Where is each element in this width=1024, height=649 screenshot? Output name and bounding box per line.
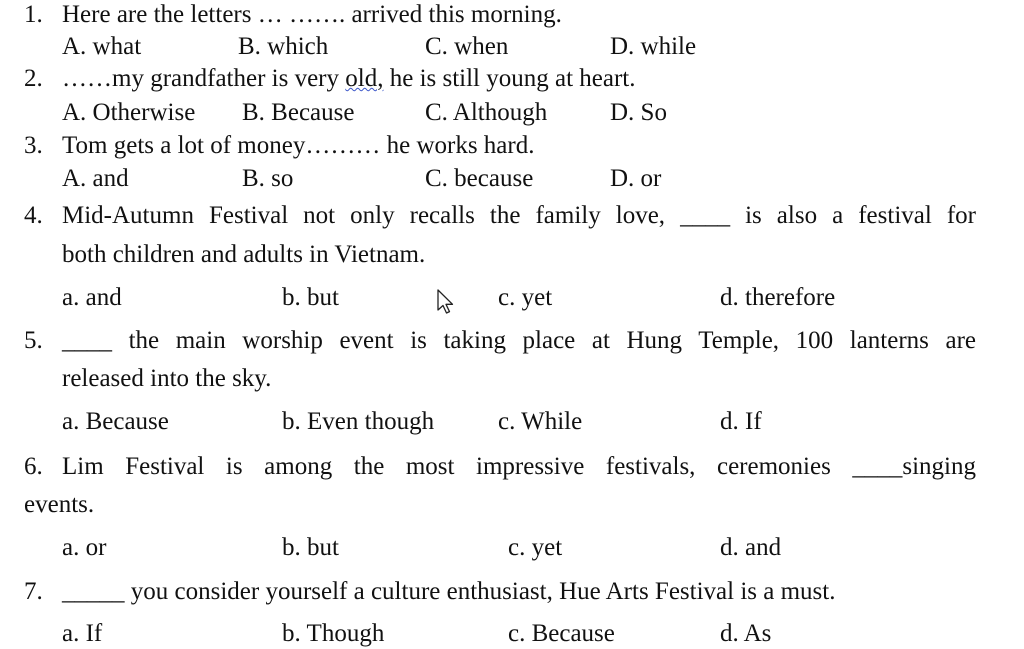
option-c[interactable]: c. yet [508,534,563,561]
option-a[interactable]: a. and [62,284,122,311]
stem-part: he is still young at heart. [383,65,636,92]
mouse-pointer-icon [436,289,456,315]
option-a[interactable]: a. If [62,620,103,647]
question-text-continued: released into the sky. [62,365,272,392]
question-text: ____ the main worship event is taking place at Hung Temple, 100 lanterns are [62,327,976,354]
option-d[interactable]: D. or [610,165,662,192]
option-a[interactable]: a. or [62,534,107,561]
spellcheck-marked-word: old, [345,65,384,92]
question-number: 4. [24,202,43,229]
option-a[interactable]: a. Because [62,408,169,435]
option-b[interactable]: B. so [242,165,294,192]
option-a[interactable]: A. and [62,165,129,192]
question-number: 6. [24,453,43,480]
question-number: 3. [24,132,43,159]
question-number: 2. [24,65,43,92]
option-c[interactable]: C. when [425,33,509,60]
option-c[interactable]: c. yet [498,284,553,311]
option-c[interactable]: c. Because [508,620,615,647]
option-b[interactable]: B. Because [242,99,355,126]
question-number: 1. [24,1,43,28]
option-d[interactable]: d. As [720,620,772,647]
option-d[interactable]: D. So [610,99,667,126]
question-text: Mid-Autumn Festival not only recalls the family love, ____ is also a festival for [62,202,976,229]
question-number: 7. [24,578,43,605]
question-text: _____ you consider yourself a culture enthusiast, Hue Arts Festival is a must. [62,578,836,605]
option-b[interactable]: b. Even though [282,408,435,435]
option-c[interactable]: C. because [425,165,534,192]
option-d[interactable]: d. therefore [720,284,836,311]
option-a[interactable]: A. what [62,33,142,60]
stem-part: ……my grandfather is very [62,65,346,92]
option-b[interactable]: b. but [282,534,339,561]
option-d[interactable]: d. and [720,534,782,561]
option-d[interactable]: D. while [610,33,697,60]
option-c[interactable]: c. While [498,408,583,435]
option-c[interactable]: C. Although [425,99,548,126]
question-text [62,64,636,94]
question-text: Tom gets a lot of money……… he works hard. [62,132,535,159]
option-a[interactable]: A. Otherwise [62,99,196,126]
question-text-continued: both children and adults in Vietnam. [62,241,426,268]
option-b[interactable]: b. Though [282,620,385,647]
option-d[interactable]: d. If [720,408,762,435]
question-text: Lim Festival is among the most impressive festivals, ceremonies ____singing [62,453,976,480]
question-text: Here are the letters … ……. arrived this morning. [62,1,562,28]
question-number: 5. [24,327,43,354]
option-b[interactable]: b. but [282,284,339,311]
option-b[interactable]: B. which [238,33,329,60]
question-text-continued: events. [24,491,95,518]
